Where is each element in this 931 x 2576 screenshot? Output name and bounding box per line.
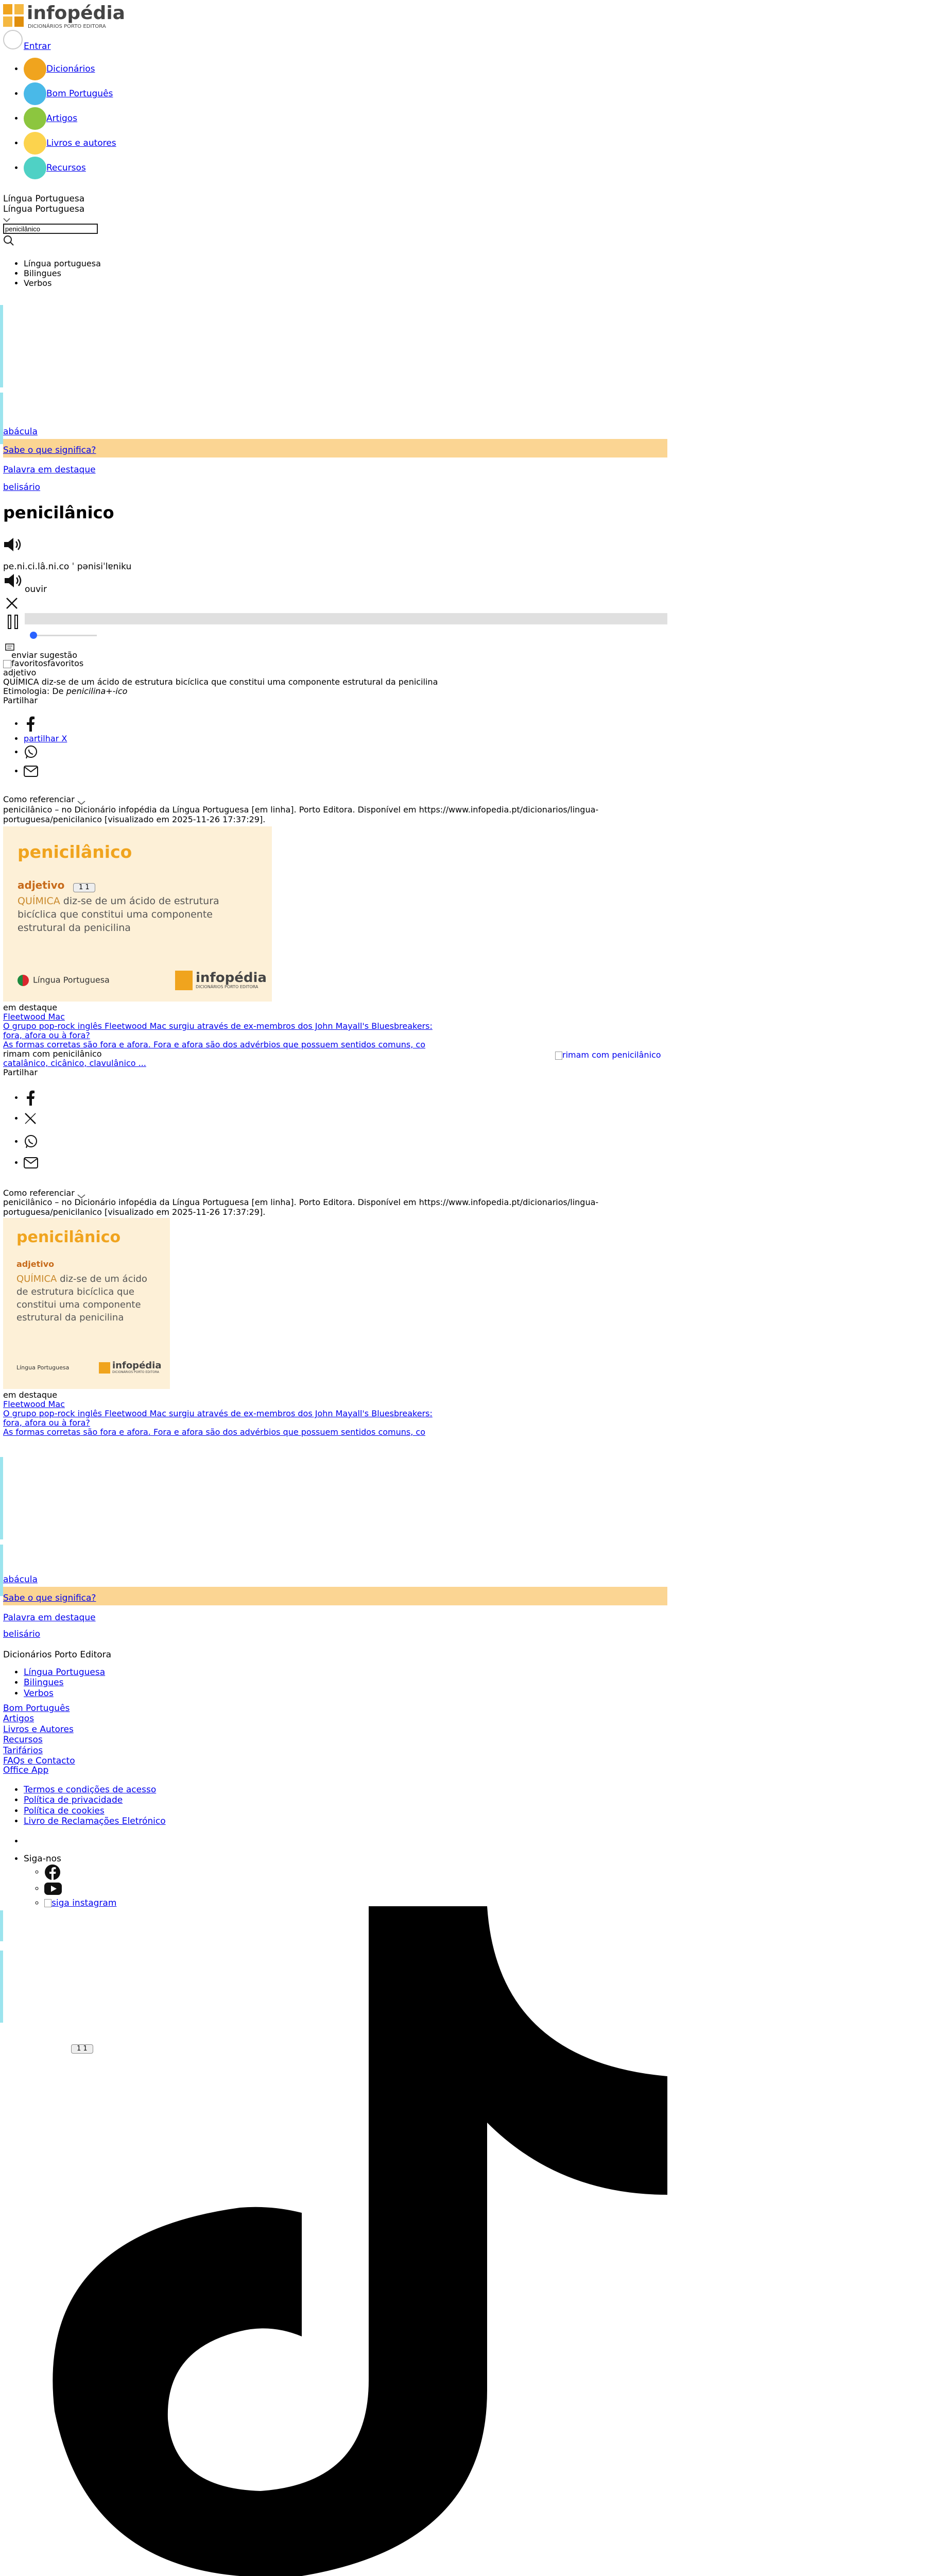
- promo-word-link[interactable]: abácula: [3, 1574, 38, 1585]
- card-logo-text: infopédia: [112, 1360, 162, 1371]
- chevron-down-icon: [77, 1191, 85, 1196]
- featured-text-2[interactable]: As formas corretas são fora e afora. Fora e afora são dos advérbios que possuem sentidos comuns, co: [3, 1040, 425, 1049]
- rhymes-image-alt: rimam com penicilânico: [562, 1050, 661, 1060]
- featured-link[interactable]: fora, afora ou à fora?: [3, 1030, 90, 1040]
- card-logo: [99, 1361, 161, 1374]
- share-facebook[interactable]: [24, 716, 67, 734]
- share-x-link[interactable]: partilhar X: [24, 734, 67, 743]
- share-email[interactable]: [24, 766, 67, 786]
- footer-dict-links: [3, 1667, 105, 1699]
- dictionary-select[interactable]: [3, 194, 84, 220]
- ad-strip: [0, 1951, 3, 2023]
- featured-label: em destaque: [3, 1003, 58, 1012]
- audio-volume-track[interactable]: [37, 635, 97, 636]
- card-definition-text: diz-se de um ácido de estrutura bicíclica que constitui uma componente estrutural da penicilina: [18, 895, 219, 934]
- share-facebook[interactable]: [24, 1090, 38, 1112]
- footer-link[interactable]: Livros e Autores: [3, 1724, 74, 1735]
- carousel-stepper[interactable]: 1 1: [71, 2044, 93, 2054]
- cite-toggle[interactable]: [3, 1188, 85, 1198]
- sabe-link[interactable]: Sabe o que significa?: [3, 1593, 96, 1603]
- card-pos: adjetivo: [16, 1259, 55, 1269]
- footer-link[interactable]: Recursos: [3, 1735, 43, 1745]
- card-language-text: Língua Portuguesa: [33, 975, 110, 985]
- card-definition: [16, 1273, 161, 1324]
- etymology-term: penicilina+-ico: [66, 686, 128, 696]
- ad-strip: [0, 305, 3, 387]
- share-list: [3, 716, 67, 786]
- facebook-icon[interactable]: [24, 716, 37, 732]
- share-label-2: Partilhar: [3, 1067, 38, 1077]
- nav-item-livros[interactable]: • Livros e autores: [24, 132, 116, 157]
- dictionary-select-label: Língua Portuguesa: [3, 204, 85, 215]
- promo-band: [3, 1587, 667, 1605]
- card-logo-icon: [175, 971, 193, 990]
- featured-text[interactable]: O grupo pop-rock inglês Fleetwood Mac surgiu através de ex-membros dos John Mayall's Bluesbreakers:: [3, 1021, 433, 1031]
- ad-strip: [0, 1457, 3, 1539]
- share-x[interactable]: [24, 734, 67, 745]
- part-of-speech: adjetivo: [3, 668, 37, 677]
- belisario-link[interactable]: belisário: [3, 482, 41, 493]
- etymology-prefix: Etimologia: De: [3, 686, 66, 696]
- featured-text[interactable]: O grupo pop-rock inglês Fleetwood Mac surgiu através de ex-membros dos John Mayall's Bluesbreakers:: [3, 1409, 433, 1418]
- article-icon: [24, 107, 46, 130]
- card-domain: QUÍMICA: [16, 1274, 57, 1284]
- palavra-destaque-link[interactable]: Palavra em destaque: [3, 465, 96, 475]
- footer-link[interactable]: Política de cookies: [24, 1805, 105, 1816]
- audio-progress-track[interactable]: [25, 613, 667, 624]
- search-option[interactable]: • Verbos: [24, 278, 101, 288]
- instagram-label: siga instagram: [51, 1898, 117, 1909]
- footer-link[interactable]: Verbos: [24, 1688, 54, 1699]
- share-card: [3, 826, 272, 1002]
- nav-item-recursos[interactable]: • Recursos: [24, 157, 116, 181]
- tiktok-icon[interactable]: [44, 1906, 667, 2576]
- favorites[interactable]: [3, 658, 83, 668]
- share-card-small: [3, 1218, 170, 1389]
- social-section: [3, 1854, 116, 1909]
- pause-icon[interactable]: [7, 614, 20, 630]
- share-whatsapp[interactable]: [24, 745, 67, 766]
- dictionary-icon: [24, 58, 46, 80]
- footer-main-links: [3, 1703, 75, 1766]
- resources-icon: [24, 157, 46, 179]
- search-icon[interactable]: [3, 235, 14, 246]
- footer-link[interactable]: Livro de Reclamações Eletrónico: [24, 1816, 166, 1827]
- footer-heading: Dicionários Porto Editora: [3, 1650, 112, 1660]
- footer-link[interactable]: Artigos: [3, 1714, 35, 1724]
- search-input[interactable]: [3, 224, 98, 234]
- login-link[interactable]: Entrar: [24, 41, 51, 52]
- speaker-icon[interactable]: [3, 537, 23, 552]
- footer-link[interactable]: Política de privacidade: [24, 1795, 123, 1806]
- share-email[interactable]: [24, 1157, 38, 1180]
- footer-link[interactable]: Termos e condições de acesso: [24, 1785, 157, 1795]
- share-list-2: [3, 1090, 38, 1180]
- card-headword: penicilânico: [16, 1228, 121, 1246]
- header-logo[interactable]: [3, 2, 125, 31]
- favorites-label: favoritos: [47, 658, 84, 668]
- pronunciation: pe.ni.ci.lâ.ni.co ˈ pənisiˈlɐniku: [3, 562, 132, 572]
- follow-label: Siga-nos: [24, 1854, 61, 1864]
- footer-link[interactable]: FAQs e Contacto: [3, 1755, 75, 1766]
- email-icon[interactable]: [24, 1157, 38, 1168]
- book-icon: [24, 132, 46, 155]
- belisario-link[interactable]: belisário: [3, 1629, 41, 1639]
- share-x[interactable]: [24, 1112, 38, 1134]
- featured-label: em destaque: [3, 1390, 58, 1400]
- nav-item-dicionarios[interactable]: • Dicionários: [24, 58, 116, 82]
- speech-icon: [24, 82, 46, 105]
- card-language: [18, 975, 110, 986]
- listen-label[interactable]: ouvir: [25, 584, 47, 595]
- featured-link[interactable]: fora, afora ou à fora?: [3, 1418, 90, 1428]
- cite-toggle[interactable]: [3, 794, 85, 804]
- chevron-down-icon: [3, 215, 10, 220]
- logo-text: infopédia: [27, 3, 125, 24]
- etymology: [3, 686, 127, 696]
- audio-progress-handle[interactable]: [30, 632, 37, 639]
- sabe-link[interactable]: Sabe o que significa?: [3, 445, 96, 455]
- footer-empty-list: [3, 1836, 24, 1846]
- rhymes-list[interactable]: catalânico, cicânico, clavulânico ...: [3, 1058, 146, 1068]
- card-definition-text: diz-se de um ácido de estrutura bicíclica que constitui uma componente estrutural da penicilina: [16, 1274, 147, 1323]
- x-icon[interactable]: [24, 1112, 37, 1125]
- dictionary-select-value: Língua Portuguesa: [3, 194, 85, 204]
- close-icon[interactable]: [5, 597, 19, 610]
- search-option[interactable]: • Língua portuguesa: [24, 259, 101, 268]
- card-logo-sub: DICIONÁRIOS PORTO EDITORA: [112, 1370, 160, 1374]
- rhymes-image: [555, 1050, 661, 1060]
- youtube-icon[interactable]: [44, 1883, 62, 1895]
- chevron-down-icon: [77, 798, 85, 803]
- definition: [3, 677, 438, 687]
- card-pos: adjetivo: [18, 879, 65, 891]
- card-logo-sub: DICIONÁRIOS PORTO EDITORA: [196, 985, 258, 990]
- card-logo: [175, 971, 267, 990]
- whatsapp-icon[interactable]: [24, 745, 38, 759]
- card-headword: penicilânico: [18, 842, 132, 862]
- logo-mark-icon: [3, 4, 24, 27]
- promo-band: [3, 439, 667, 457]
- footer-link[interactable]: Língua Portuguesa: [24, 1667, 106, 1677]
- card-definition: [18, 894, 254, 935]
- facebook-icon[interactable]: [24, 1090, 37, 1106]
- citation-text: penicilânico – no Dicionário infopédia da Língua Portuguesa [em linha]. Porto Editora. Disponível em https://www.infopedia.pt/dicionarios/lingua-portuguesa/penicilanico [visualizado em 2025-11-26 17:37:29].: [3, 805, 599, 825]
- card-logo-icon: [99, 1362, 110, 1374]
- palavra-destaque-link[interactable]: Palavra em destaque: [3, 1613, 96, 1623]
- office-app-link[interactable]: Office App: [3, 1765, 49, 1775]
- suggest-icon[interactable]: [5, 643, 14, 650]
- card-stepper[interactable]: 1 1: [73, 883, 95, 892]
- rhymes-label: rimam com penicilânico: [3, 1049, 102, 1059]
- card-domain: QUÍMICA: [18, 895, 60, 907]
- card-language: Língua Portuguesa: [16, 1364, 70, 1371]
- card-logo-text: infopédia: [196, 970, 267, 986]
- footer-link[interactable]: Bilingues: [24, 1677, 64, 1688]
- favorites-icon-alt: favoritos: [11, 658, 48, 668]
- share-whatsapp[interactable]: [24, 1134, 38, 1157]
- main-nav: [3, 58, 116, 181]
- listen-speaker-icon[interactable]: [3, 573, 24, 588]
- featured-title[interactable]: Fleetwood Mac: [3, 1399, 65, 1409]
- portugal-flag-icon: [18, 975, 29, 986]
- citation-text: penicilânico – no Dicionário infopédia da Língua Portuguesa [em linha]. Porto Editora. Disponível em https://www.infopedia.pt/dicionarios/lingua-portuguesa/penicilanico [visualizado em 2025-11-26 17:37:29].: [3, 1197, 599, 1217]
- footer-link[interactable]: Bom Português: [3, 1703, 70, 1714]
- featured-title[interactable]: Fleetwood Mac: [3, 1012, 65, 1022]
- featured-text-2[interactable]: As formas corretas são fora e afora. Fora e afora são dos advérbios que possuem sentidos comuns, co: [3, 1427, 425, 1437]
- logo-subtitle: DICIONÁRIOS PORTO EDITORA: [28, 24, 106, 29]
- footer-link[interactable]: Tarifários: [3, 1745, 43, 1756]
- share-label: Partilhar: [3, 696, 38, 705]
- search-options: [3, 259, 101, 289]
- nav-item-artigos[interactable]: • Artigos: [24, 107, 116, 132]
- promo-word-link[interactable]: abácula: [3, 427, 38, 437]
- definition-domain: QUÍMICA: [3, 677, 39, 687]
- ad-strip: [0, 1910, 3, 1941]
- nav-item-bom-portugues[interactable]: • Bom Português: [24, 82, 116, 107]
- page-title: penicilânico: [3, 503, 114, 522]
- cite-label: Como referenciar: [3, 1188, 75, 1198]
- email-icon[interactable]: [24, 766, 38, 777]
- facebook-icon[interactable]: [44, 1864, 61, 1880]
- whatsapp-icon[interactable]: [24, 1134, 38, 1149]
- search-option[interactable]: • Bilingues: [24, 268, 101, 278]
- footer-legal-links: [3, 1785, 166, 1827]
- suggest-link[interactable]: enviar sugestão: [11, 650, 78, 660]
- cite-label: Como referenciar: [3, 794, 75, 804]
- broken-image-icon: [555, 1052, 562, 1060]
- user-icon: [3, 30, 23, 49]
- definition-text: diz-se de um ácido de estrutura bicíclica que constitui uma componente estrutural da penicilina: [41, 677, 438, 687]
- favorites-icon: [3, 660, 11, 668]
